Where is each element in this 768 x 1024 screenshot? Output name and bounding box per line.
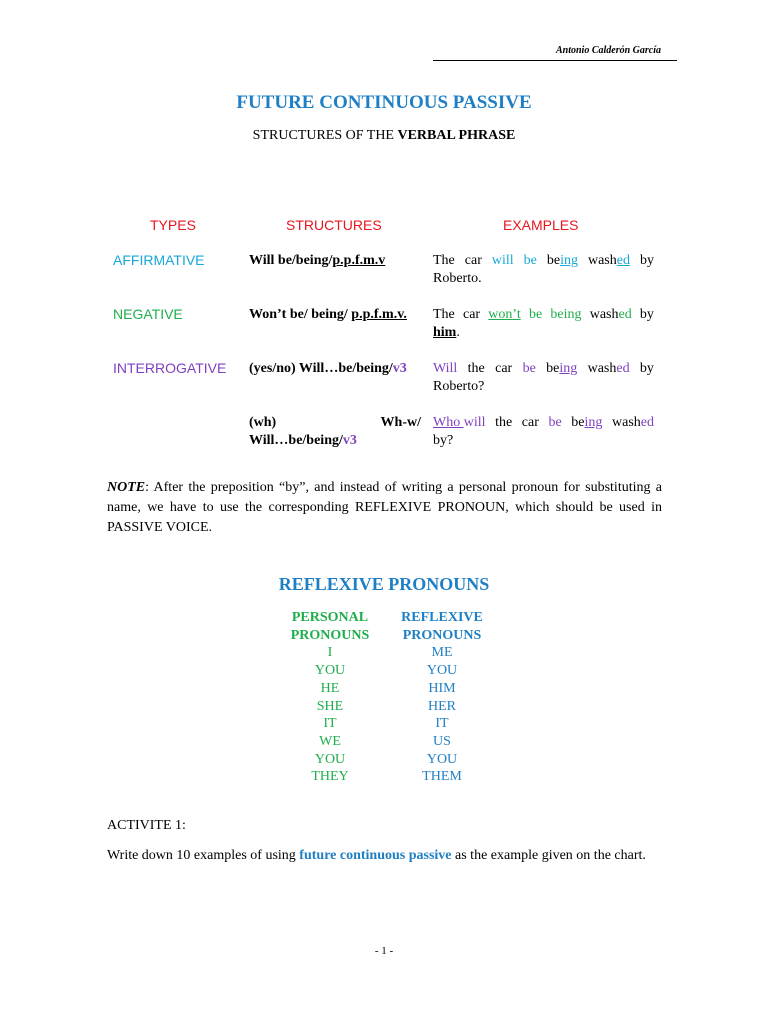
- reflexive-pronoun: IT: [435, 716, 449, 732]
- ex-word-washed: [588, 252, 630, 270]
- instruction-prefix: Write down 10 examples of using: [107, 848, 300, 863]
- page-number: - 1 -: [374, 945, 394, 957]
- ex-part-ed: ed: [616, 253, 630, 268]
- ex-part: be: [546, 361, 560, 376]
- instruction-highlight: future continuous passive: [299, 848, 452, 863]
- ex-word-being: [546, 360, 577, 378]
- ex-word: car: [464, 253, 482, 268]
- structure-negative-part1: Won’t be/ being/: [249, 307, 352, 322]
- note-paragraph: [107, 478, 662, 538]
- ex-line2: by?: [433, 433, 454, 448]
- ex-word-wont: won’t: [488, 307, 521, 322]
- structure-wh-part4: v3: [342, 433, 357, 448]
- personal-pronoun: IT: [323, 716, 337, 732]
- personal-pronouns-column: [280, 609, 380, 786]
- subtitle-bold: VERBAL PHRASE: [397, 128, 516, 143]
- example-wh: [433, 414, 654, 450]
- personal-pronoun: THEY: [311, 769, 349, 785]
- ex-part: wash: [587, 253, 617, 268]
- ex-word: by: [639, 253, 654, 268]
- personal-header-line1: PERSONAL: [291, 610, 369, 625]
- reflexive-header-line2: PRONOUNS: [402, 627, 482, 643]
- personal-pronoun: SHE: [316, 698, 344, 714]
- ex-word-him: him: [433, 325, 457, 340]
- header-types: TYPES: [150, 217, 196, 233]
- reflexive-header-line1: REFLEXIVE: [401, 610, 483, 625]
- ex-part-ing: ing: [559, 361, 578, 376]
- ex-line2: Roberto.: [433, 271, 482, 286]
- reflexive-pronouns-column: [392, 609, 492, 786]
- reflexive-pronoun: YOU: [426, 663, 458, 679]
- ex-part: be: [571, 415, 585, 430]
- ex-word: The: [433, 307, 455, 322]
- structure-interrogative-part1: (yes/no) Will…be/being/: [249, 361, 393, 376]
- structure-negative: [249, 306, 407, 324]
- ex-part: wash: [589, 307, 619, 322]
- ex-part: wash: [587, 361, 617, 376]
- ex-word-be: be: [548, 415, 562, 430]
- subtitle-prefix: STRUCTURES OF THE: [252, 128, 398, 143]
- instruction-suffix: as the example given on the chart.: [451, 848, 646, 863]
- header-structures: STRUCTURES: [286, 217, 382, 233]
- ex-word-being: being: [550, 307, 582, 322]
- ex-line2: Roberto?: [433, 379, 485, 394]
- example-negative: [433, 306, 654, 342]
- reflexive-pronoun: ME: [431, 645, 453, 661]
- ex-part-ing: ing: [584, 415, 603, 430]
- ex-word: car: [495, 361, 513, 376]
- ex-word: the: [467, 361, 485, 376]
- ex-word-will: Will: [433, 361, 458, 376]
- page-subtitle: [0, 128, 768, 144]
- ex-word: car: [462, 307, 481, 322]
- example-affirmative: [433, 252, 654, 288]
- structure-wh-part2: Wh-w/: [380, 415, 421, 430]
- structure-interrogative-part2: v3: [392, 361, 407, 376]
- ex-word-who: Who: [433, 415, 464, 430]
- ex-word: The: [433, 253, 455, 268]
- page-title: FUTURE CONTINUOUS PASSIVE: [236, 92, 532, 113]
- personal-pronoun: YOU: [314, 663, 346, 679]
- ex-word-washed: [612, 414, 654, 432]
- ex-part-ed: ed: [618, 307, 632, 322]
- type-affirmative: AFFIRMATIVE: [113, 252, 205, 268]
- header-rule: [433, 60, 677, 61]
- ex-word-will: will: [491, 253, 514, 268]
- reflexive-pronoun: THEM: [422, 769, 462, 785]
- personal-pronoun: WE: [319, 733, 341, 749]
- ex-line2: [433, 324, 654, 342]
- ex-word: by: [639, 361, 654, 376]
- structure-negative-part2: p.p.f.m.v.: [351, 307, 407, 322]
- structure-wh-part3: Will…be/being/: [249, 433, 343, 448]
- reflexive-pronoun: HIM: [428, 680, 456, 696]
- ex-part-ed: ed: [616, 361, 630, 376]
- type-interrogative: INTERROGATIVE: [113, 360, 227, 376]
- header-author: Antonio Calderón García: [555, 45, 661, 56]
- reflexive-title: REFLEXIVE PRONOUNS: [278, 574, 490, 594]
- ex-word: by: [639, 307, 654, 322]
- structure-wh: [249, 414, 421, 450]
- ex-part-ing: ing: [560, 253, 578, 268]
- example-interrogative: [433, 360, 654, 396]
- personal-header-line2: PRONOUNS: [290, 627, 370, 643]
- ex-word-being: [571, 414, 602, 432]
- structure-wh-part1: (wh): [249, 415, 277, 430]
- activity-label: ACTIVITE 1:: [107, 818, 186, 833]
- reflexive-pronoun: HER: [428, 698, 456, 714]
- ex-word-who-will: [433, 414, 486, 432]
- ex-word-be: be: [528, 307, 543, 322]
- structure-interrogative: [249, 360, 407, 378]
- ex-word: the: [495, 415, 513, 430]
- ex-period: .: [456, 325, 460, 340]
- structure-affirmative: [249, 252, 385, 270]
- ex-word-being: [547, 252, 578, 270]
- ex-part: be: [546, 253, 561, 268]
- ex-word-be: be: [523, 253, 537, 268]
- structure-affirmative-part2: p.p.f.m.v: [332, 253, 386, 268]
- header-examples: EXAMPLES: [503, 217, 579, 233]
- ex-part: wash: [612, 415, 641, 430]
- ex-word-will: will: [463, 415, 486, 430]
- ex-part-ed: ed: [640, 415, 654, 430]
- ex-word-washed: [588, 360, 630, 378]
- type-negative: NEGATIVE: [113, 306, 183, 322]
- note-label: NOTE: [107, 480, 146, 495]
- ex-word-be: be: [522, 361, 536, 376]
- personal-pronoun: YOU: [314, 751, 346, 767]
- ex-word: car: [521, 415, 539, 430]
- note-text: : After the preposition “by”, and instead of writing a personal pronoun for substituting a name, we have to use the corresponding REFLEXIVE PRONOUN, which should be used in PASSIVE VOICE.: [107, 480, 662, 535]
- structure-affirmative-part1: Will be/being/: [249, 253, 333, 268]
- activity-instruction: [107, 846, 662, 865]
- reflexive-pronoun: YOU: [426, 751, 458, 767]
- personal-pronoun: HE: [320, 680, 340, 696]
- reflexive-pronoun: US: [433, 733, 451, 749]
- ex-word-washed: [590, 306, 632, 324]
- personal-pronoun: I: [327, 645, 333, 661]
